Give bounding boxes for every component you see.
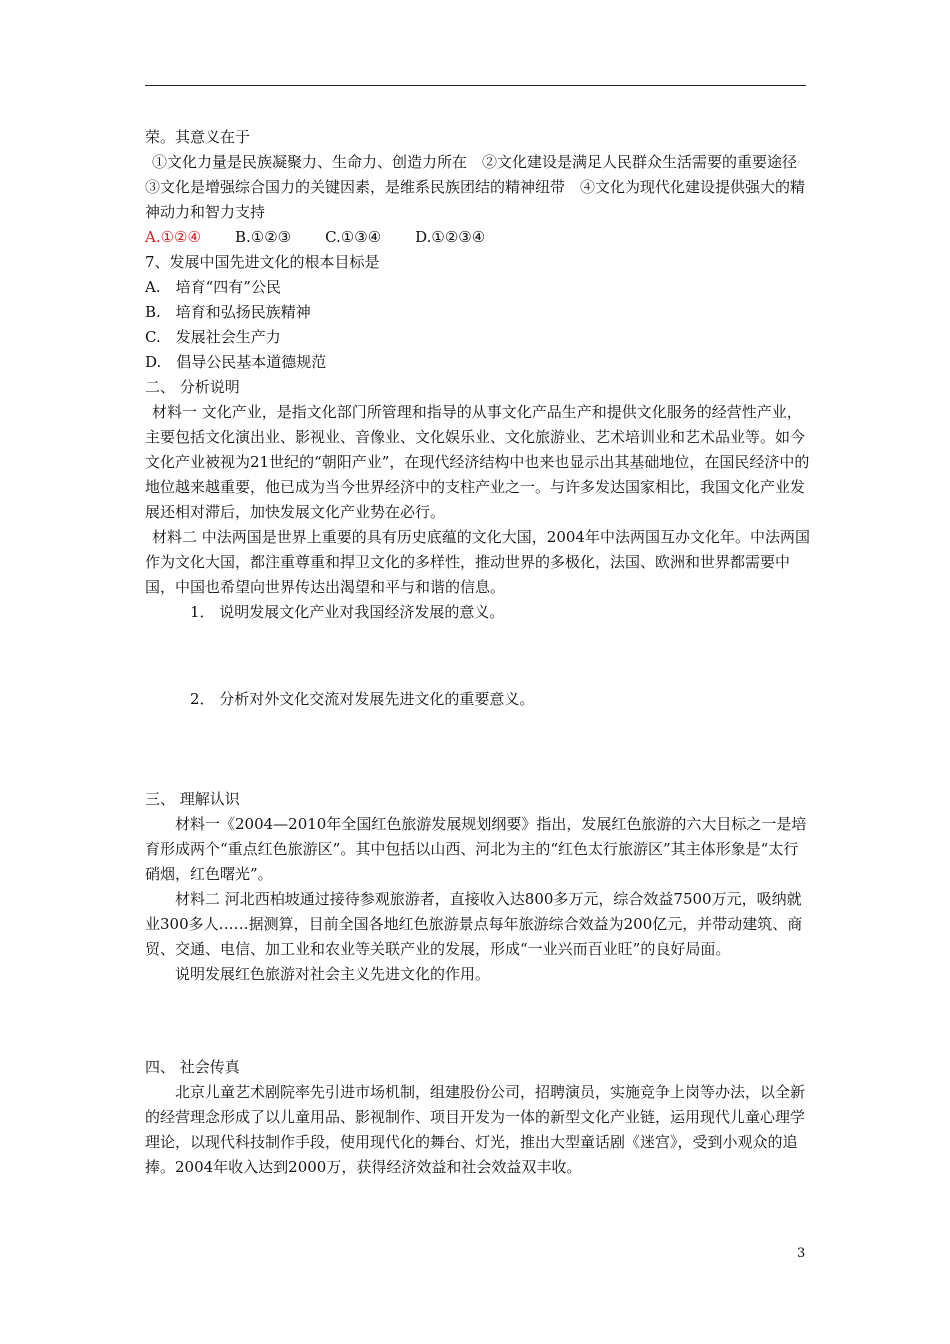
page-content bbox=[145, 125, 813, 1180]
section2-material2: 材料二 中法两国是世界上重要的具有历史底蕴的文化大国，2004年中法两国互办文化年。中法两国作为文化大国，都注重尊重和捍卫文化的多样性，推动世界的多极化，法国、欧洲和世界都需要中国，中国也希望向世界传达出渴望和平与和谐的信息。 bbox=[145, 528, 810, 596]
q6-options-text: ①文化力量是民族凝聚力、生命力、创造力所在 ②文化建设是满足人民群众生活需要的重要途径 ③文化是增强综合国力的关键因素，是维系民族团结的精神纽带 ④文化为现代化建设提供强大的精神动力和智力支持 bbox=[145, 153, 813, 221]
section3-heading: 三、 理解认识 bbox=[145, 790, 240, 808]
q6-choice-b: B.①②③ bbox=[234, 228, 292, 246]
section3-question: 说明发展红色旅游对社会主义先进文化的作用。 bbox=[175, 965, 491, 983]
section3-material2: 材料二 河北西柏坡通过接待参观旅游者，直接收入达800多万元，综合效益7500万元，吸纳就业300多人……据测算，目前全国各地红色旅游景点每年旅游综合效益为200亿元，并带动建筑、商贸、交通、电信、加工业和农业等关联产业的发展，形成“一业兴而百业旺”的良好局面。 bbox=[145, 890, 803, 958]
q6-stem-tail: 荣。其意义在于 bbox=[145, 128, 251, 146]
section2-heading: 二、 分析说明 bbox=[145, 378, 240, 396]
page-number: 3 bbox=[797, 1246, 806, 1261]
answer-space bbox=[145, 712, 810, 787]
section2-question1: 1． 说明发展文化产业对我国经济发展的意义。 bbox=[190, 603, 505, 621]
section2-material1: 材料一 文化产业，是指文化部门所管理和指导的从事文化产品生产和提供文化服务的经营性产业，主要包括文化演出业、影视业、音像业、文化娱乐业、文化旅游业、艺术培训业和艺术品业等。如今文化产业被视为21世纪的“朝阳产业”，在现代经济结构中也来也显示出其基础地位，在国民经济中的地位越来越重要，他已成为当今世界经济中的支柱产业之一。与许多发达国家相比，我国文化产业发展还相对滞后，加快发展文化产业势在必行。 bbox=[145, 403, 810, 521]
q7-stem: 7、发展中国先进文化的根本目标是 bbox=[145, 253, 380, 271]
q6-choice-c: C.①③④ bbox=[325, 228, 382, 246]
q6-choice-d: D.①②③④ bbox=[415, 228, 486, 246]
answer-space bbox=[145, 987, 810, 1055]
q7-choice-b: B. 培育和弘扬民族精神 bbox=[145, 303, 311, 321]
q6-choices bbox=[145, 225, 810, 250]
q7-choice-a: A. 培育“四有”公民 bbox=[145, 278, 281, 296]
q6-choice-a-answer: A.①②④ bbox=[145, 228, 201, 246]
section2-question2: 2． 分析对外文化交流对发展先进文化的重要意义。 bbox=[190, 690, 535, 708]
q7-choice-c: C. 发展社会生产力 bbox=[145, 328, 281, 346]
section4-heading: 四、 社会传真 bbox=[145, 1058, 240, 1076]
section3-material1: 材料一《2004—2010年全国红色旅游发展规划纲要》指出，发展红色旅游的六大目标之一是培育形成两个“重点红色旅游区”。其中包括以山西、河北为主的“红色太行旅游区”其主体形象是“太行硝烟，红色曙光”。 bbox=[145, 815, 807, 883]
section4-text: 北京儿童艺术剧院率先引进市场机制，组建股份公司，招聘演员，实施竞争上岗等办法，以全新的经营理念形成了以儿童用品、影视制作、项目开发为一体的新型文化产业链，运用现代儿童心理学理论，以现代科技制作手段，使用现代化的舞台、灯光，推出大型童话剧《迷宫》，受到小观众的追捧。2004年收入达到2000万，获得经济效益和社会效益双丰收。 bbox=[145, 1083, 806, 1176]
header-rule bbox=[145, 85, 806, 86]
answer-space bbox=[145, 625, 810, 687]
q7-choice-d: D. 倡导公民基本道德规范 bbox=[145, 353, 327, 371]
